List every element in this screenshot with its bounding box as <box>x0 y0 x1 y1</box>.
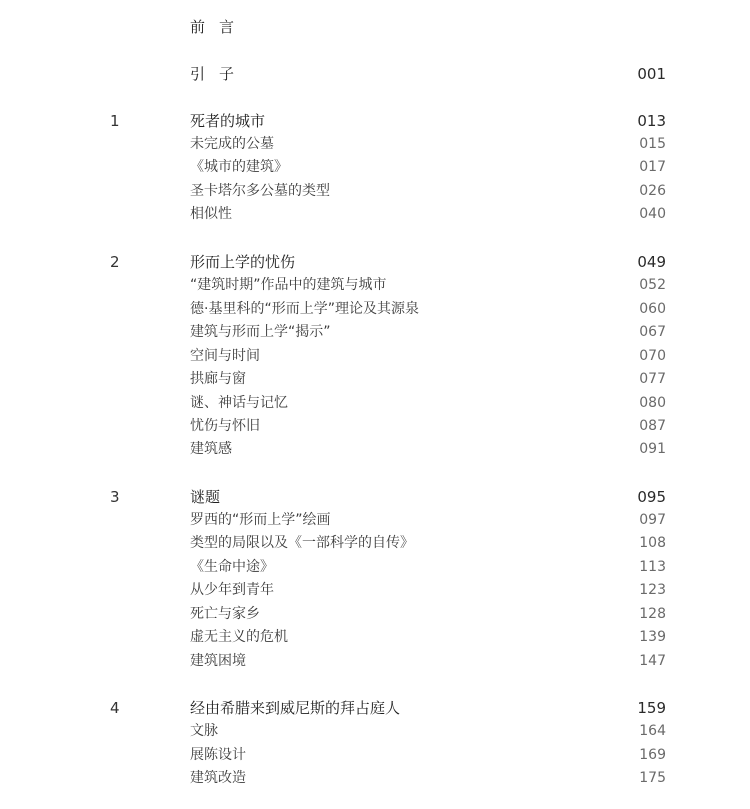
section-page-number: 077 <box>639 371 666 387</box>
section-page-number: 123 <box>639 582 666 598</box>
chapter-heading[interactable] <box>0 110 750 132</box>
section-entry[interactable] <box>0 650 750 672</box>
section-entry[interactable] <box>0 509 750 531</box>
section-page-number: 067 <box>639 324 666 340</box>
chapter-number: 1 <box>110 112 120 130</box>
chapter-heading[interactable] <box>0 697 750 719</box>
toc-entry-introduction[interactable] <box>0 63 750 85</box>
section-entry[interactable] <box>0 603 750 625</box>
section-entry[interactable] <box>0 345 750 367</box>
section-title: 类型的局限以及《一部科学的自传》 <box>190 535 414 551</box>
section-entry[interactable] <box>0 156 750 178</box>
section-title: 死亡与家乡 <box>190 606 260 622</box>
section-title: 建筑与形而上学“揭示” <box>190 324 331 340</box>
section-title: 建筑困境 <box>190 653 246 669</box>
section-entry[interactable] <box>0 368 750 390</box>
section-entry[interactable] <box>0 321 750 343</box>
section-title: 未完成的公墓 <box>190 136 274 152</box>
toc-entry-preface[interactable] <box>0 16 750 38</box>
section-page-number: 113 <box>639 559 666 575</box>
section-title: 相似性 <box>190 206 232 222</box>
section-entry[interactable] <box>0 720 750 742</box>
chapter-heading[interactable] <box>0 251 750 273</box>
entry-title: 引子 <box>190 65 249 83</box>
section-title: 文脉 <box>190 723 218 739</box>
section-entry[interactable] <box>0 415 750 437</box>
section-page-number: 164 <box>639 723 666 739</box>
section-page-number: 015 <box>639 136 666 152</box>
section-page-number: 108 <box>639 535 666 551</box>
section-title: 空间与时间 <box>190 348 260 364</box>
chapter-title: 谜题 <box>190 488 221 506</box>
section-entry[interactable] <box>0 392 750 414</box>
section-title: “建筑时期”作品中的建筑与城市 <box>190 277 387 293</box>
section-title: 谜、神话与记忆 <box>190 395 288 411</box>
chapter-page-number: 013 <box>637 112 666 130</box>
chapter-page-number: 159 <box>637 699 666 717</box>
section-page-number: 175 <box>639 770 666 786</box>
section-page-number: 017 <box>639 159 666 175</box>
section-page-number: 091 <box>639 441 666 457</box>
section-title: 德·基里科的“形而上学”理论及其源泉 <box>190 301 419 317</box>
chapter-title: 形而上学的忧伤 <box>190 253 296 271</box>
section-entry[interactable] <box>0 626 750 648</box>
section-page-number: 097 <box>639 512 666 528</box>
section-title: 虚无主义的危机 <box>190 629 288 645</box>
chapter-page-number: 049 <box>637 253 666 271</box>
section-page-number: 060 <box>639 301 666 317</box>
section-page-number: 052 <box>639 277 666 293</box>
chapter-number: 4 <box>110 699 120 717</box>
chapter-heading[interactable] <box>0 486 750 508</box>
section-page-number: 139 <box>639 629 666 645</box>
section-entry[interactable] <box>0 274 750 296</box>
section-title: 展陈设计 <box>190 747 246 763</box>
entry-page-number: 001 <box>637 65 666 83</box>
chapter-title: 死者的城市 <box>190 112 266 130</box>
section-entry[interactable] <box>0 556 750 578</box>
chapter-title: 经由希腊来到威尼斯的拜占庭人 <box>190 699 401 717</box>
entry-title: 前言 <box>190 18 249 36</box>
section-page-number: 169 <box>639 747 666 763</box>
section-page-number: 070 <box>639 348 666 364</box>
section-page-number: 026 <box>639 183 666 199</box>
section-entry[interactable] <box>0 438 750 460</box>
section-page-number: 040 <box>639 206 666 222</box>
chapter-number: 3 <box>110 488 120 506</box>
section-title: 拱廊与窗 <box>190 371 246 387</box>
section-entry[interactable] <box>0 532 750 554</box>
section-entry[interactable] <box>0 298 750 320</box>
chapter-number: 2 <box>110 253 120 271</box>
section-page-number: 147 <box>639 653 666 669</box>
section-page-number: 128 <box>639 606 666 622</box>
section-entry[interactable] <box>0 203 750 225</box>
section-entry[interactable] <box>0 180 750 202</box>
section-title: 建筑改造 <box>190 770 246 786</box>
section-title: 忧伤与怀旧 <box>190 418 260 434</box>
section-entry[interactable] <box>0 579 750 601</box>
section-page-number: 080 <box>639 395 666 411</box>
section-entry[interactable] <box>0 767 750 789</box>
section-title: 《城市的建筑》 <box>190 159 288 175</box>
section-entry[interactable] <box>0 744 750 766</box>
chapter-page-number: 095 <box>637 488 666 506</box>
section-title: 建筑感 <box>190 441 232 457</box>
section-title: 从少年到青年 <box>190 582 274 598</box>
section-page-number: 087 <box>639 418 666 434</box>
section-title: 《生命中途》 <box>190 559 274 575</box>
section-title: 圣卡塔尔多公墓的类型 <box>190 183 330 199</box>
section-entry[interactable] <box>0 133 750 155</box>
section-title: 罗西的“形而上学”绘画 <box>190 512 331 528</box>
